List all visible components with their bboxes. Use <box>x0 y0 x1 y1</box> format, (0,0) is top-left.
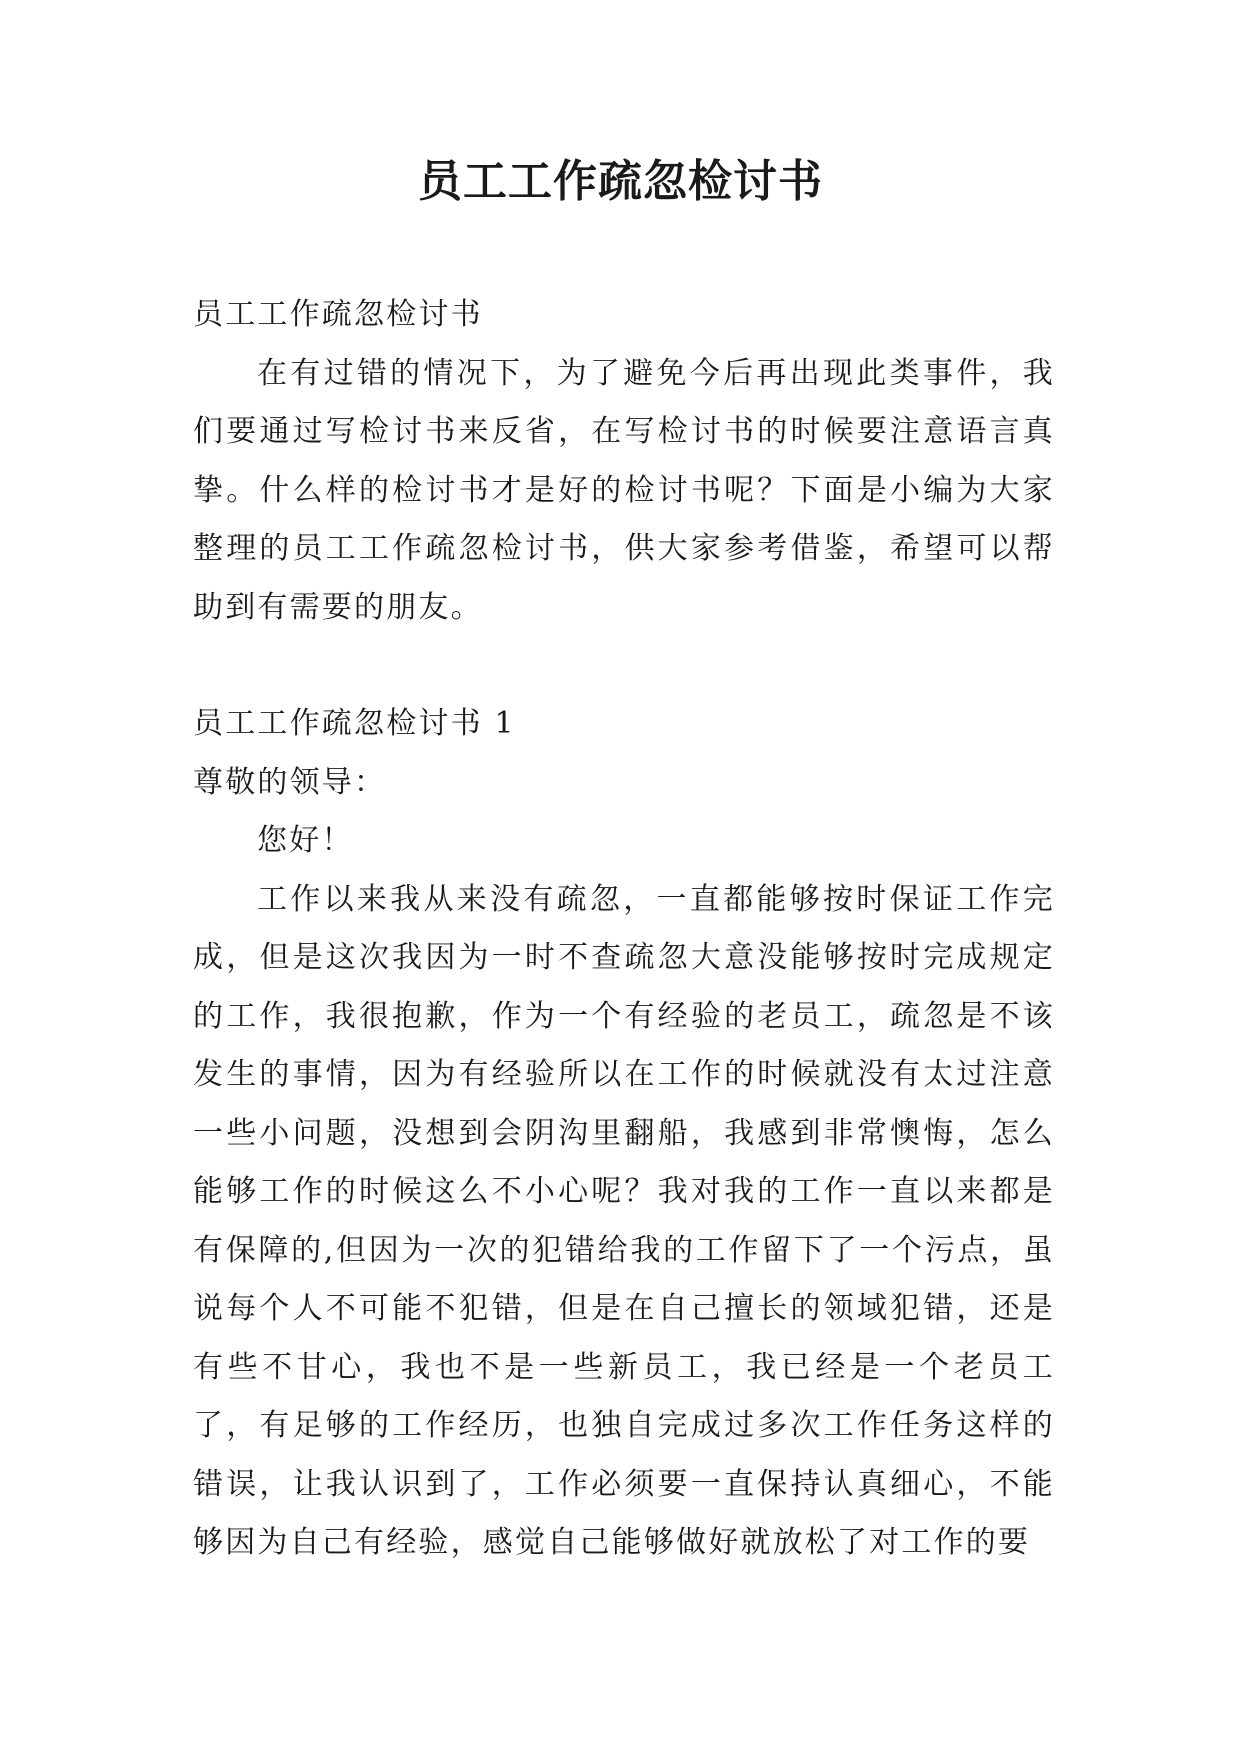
greeting: 您好！ <box>257 823 354 858</box>
body-paragraph: 工作以来我从来没有疏忽，一直都能够按时保证工作完成，但是这次我因为一时不查疏忽大意没能够按时完成规定的工作，我很抱歉，作为一个有经验的老员工，疏忽是不该发生的事情，因为有经验所以在工作的时候就没有太过注意一些小问题，没想到会阴沟里翻船，我感到非常懊悔，怎么能够工作的时候这么不小心呢？我对我的工作一直以来都是有保障的,但因为一次的犯错给我的工作留下了一个污点，虽说每个人不可能不犯错，但是在自己擅长的领域犯错，还是有些不甘心，我也不是一些新员工，我已经是一个老员工了，有足够的工作经历，也独自完成过多次工作任务这样的错误，让我认识到了，工作必须要一直保持认真细心，不能够因为自己有经验，感觉自己能够做好就放松了对工作的要 <box>193 881 1055 1560</box>
document-title: 员工工作疏忽检讨书 <box>418 156 823 207</box>
section-heading: 员工工作疏忽检讨书 1 <box>193 706 516 741</box>
salutation: 尊敬的领导： <box>193 764 387 800</box>
intro-paragraph: 在有过错的情况下，为了避免今后再出现此类事件，我们要通过写检讨书来反省，在写检讨书的时候要注意语言真挚。什么样的检讨书才是好的检讨书呢？下面是小编为大家整理的员工工作疏忽检讨书，供大家参考借鉴，希望可以帮助到有需要的朋友。 <box>193 355 1055 625</box>
document-subtitle: 员工工作疏忽检讨书 <box>193 297 483 332</box>
document-body <box>193 286 1055 1573</box>
section-spacer <box>193 637 1055 695</box>
